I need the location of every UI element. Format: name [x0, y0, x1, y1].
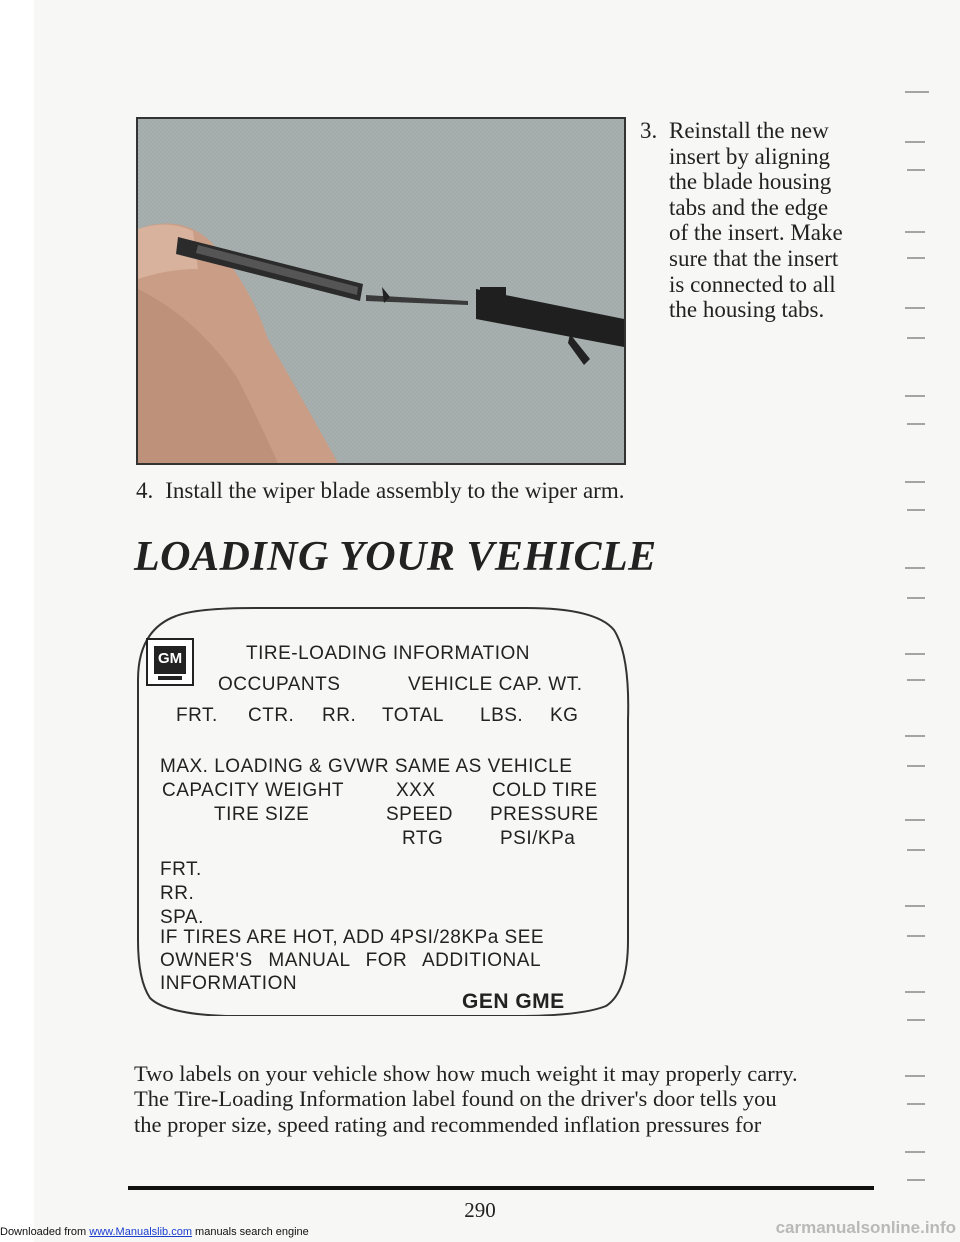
capacity-weight-label: CAPACITY WEIGHT [162, 780, 345, 801]
tire-loading-label [136, 600, 630, 1016]
footer-prefix: Downloaded from [0, 1226, 90, 1238]
download-footer [0, 1226, 309, 1238]
total-label: TOTAL [382, 705, 444, 726]
xxx-label: XXX [396, 780, 436, 801]
lbs-label: LBS. [480, 705, 524, 726]
wiper-insert-photo [136, 117, 626, 465]
footer-suffix: manuals search engine [191, 1226, 309, 1238]
gm-logo [146, 638, 194, 686]
cold-tire-label: COLD TIRE [492, 780, 598, 801]
wiper-photo-image [138, 119, 624, 463]
page-left-margin [0, 0, 34, 1242]
row-spa-label: SPA. [160, 907, 204, 928]
hot-tire-line-1: IF TIRES ARE HOT, ADD 4PSI/28KPa SEE [160, 927, 545, 948]
psi-kpa-label: PSI/KPa [500, 828, 576, 849]
row-rr-label: RR. [160, 883, 195, 904]
rr-label: RR. [322, 705, 357, 726]
footer-rule [128, 1186, 874, 1190]
body-paragraph [134, 1061, 874, 1137]
tire-size-label: TIRE SIZE [214, 804, 310, 825]
body-line-1: Two labels on your vehicle show how much weight it may properly carry. [134, 1061, 798, 1086]
body-line-3: the proper size, speed rating and recommended inflation pressures for [134, 1111, 762, 1137]
ctr-label: CTR. [248, 705, 295, 726]
step-4 [136, 478, 624, 504]
rtg-label: RTG [402, 828, 444, 849]
manualslib-link[interactable]: www.Manualslib.com [89, 1226, 192, 1238]
hot-tire-line-2: OWNER'S MANUAL FOR ADDITIONAL [160, 950, 542, 971]
watermark: carmanualsonline.info [775, 1218, 956, 1237]
speed-label: SPEED [386, 804, 453, 825]
kg-label: KG [550, 705, 579, 726]
binding-edge-marks [895, 90, 935, 1200]
gen-gme-code: GEN GME [462, 990, 565, 1013]
frt-label: FRT. [176, 705, 218, 726]
step-3-text: Reinstall the new insert by aligning the blade housing tabs and the edge of the insert. Make sure that the insert is connected to all the housing tabs. [669, 118, 843, 323]
section-heading: LOADING YOUR VEHICLE [134, 534, 657, 580]
step-4-text: Install the wiper blade assembly to the wiper arm. [165, 478, 625, 503]
pressure-label: PRESSURE [490, 804, 599, 825]
label-title: TIRE-LOADING INFORMATION [246, 643, 530, 664]
step-4-number: 4. [136, 478, 154, 503]
step-3-number: 3. [640, 118, 658, 143]
gm-logo-text: GM [158, 650, 183, 667]
row-frt-label: FRT. [160, 859, 202, 880]
hot-tire-line-3: INFORMATION [160, 973, 298, 994]
vehicle-cap-label: VEHICLE CAP. WT. [408, 674, 583, 695]
page-number: 290 [464, 1198, 496, 1222]
body-line-2: The Tire-Loading Information label found on the driver's door tells you [134, 1086, 777, 1112]
max-loading-line: MAX. LOADING & GVWR SAME AS VEHICLE [160, 756, 573, 777]
occupants-label: OCCUPANTS [218, 674, 341, 695]
step-3 [640, 118, 880, 323]
